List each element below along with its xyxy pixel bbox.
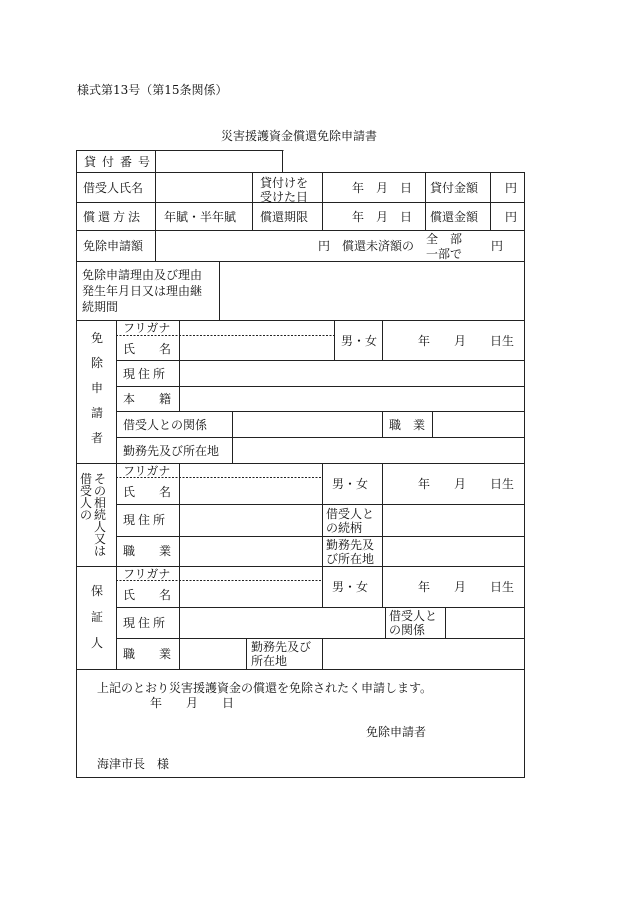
applicant-furigana-label: フリガナ [123,321,171,335]
guarantor-name-label: 氏 名 [123,588,172,602]
guarantor-side-2: 証 [91,610,104,624]
applicant-workplace-label: 勤務先及び所在地 [123,444,220,458]
footer-date: 年 月 日 [150,696,235,710]
loan-amount-yen: 円 [505,181,518,195]
loan-number-label: 貸付番号 [84,155,157,169]
applicant-domicile-label: 本 籍 [123,392,172,406]
applicant-name-label: 氏 名 [123,342,172,356]
repay-amount-yen: 円 [505,210,518,224]
applicant-side-1: 免 [91,331,104,345]
applicant-side-5: 者 [91,431,104,445]
footer-addressee: 海津市長 様 [97,757,170,771]
reason-label-1: 免除申請理由及び理由 [82,268,203,282]
heir-side-col-1: 借受人の [80,472,93,522]
applicant-birth: 年 月 日生 [418,334,515,348]
received-date-label-1: 貸付けを [260,176,309,190]
guarantor-side-3: 人 [91,636,104,650]
applicant-side-4: 請 [91,406,104,420]
repay-amount-label: 償還金額 [430,210,479,224]
applicant-gender: 男・女 [341,334,378,348]
heir-relation-label-1: 借受人と [326,507,375,521]
repay-deadline-label: 償還期限 [260,210,309,224]
heir-side-col-2: その相続人又は [94,472,107,558]
guarantor-address-label: 現住所 [123,616,169,630]
reason-label-2: 発生年月日又は理由継 [82,284,203,298]
applicant-job-label: 職 業 [389,418,426,432]
heir-birth: 年 月 日生 [418,477,515,491]
received-date-ymd: 年 月 日 [352,181,413,195]
heir-address-label: 現住所 [123,513,169,527]
loan-amount-label: 貸付金額 [430,181,479,195]
heir-workplace-label-2: び所在地 [326,552,375,566]
applicant-address-label: 現住所 [123,367,169,381]
applicant-relation-label: 借受人との関係 [123,418,208,432]
received-date-label-2: 受けた日 [260,190,309,204]
form-number: 様式第13号（第15条関係） [77,83,228,97]
heir-name-label: 氏 名 [123,485,172,499]
heir-job-label: 職 業 [123,544,172,558]
heir-furigana-label: フリガナ [123,464,171,478]
guarantor-relation-label-2: の関係 [389,623,426,637]
footer-statement: 上記のとおり災害援護資金の償還を免除されたく申請します。 [97,681,433,695]
form-title: 災害援護資金償還免除申請書 [221,129,378,143]
heir-workplace-label-1: 勤務先及 [326,538,375,552]
repay-method-label: 償還方法 [83,210,144,224]
repay-method-value: 年賦・半年賦 [164,210,237,224]
reason-label-3: 続期間 [82,300,119,314]
part-label: 一部で [426,247,463,261]
footer-applicant: 免除申請者 [366,725,427,739]
repay-deadline-ymd: 年 月 日 [352,210,413,224]
heir-gender: 男・女 [332,477,369,491]
all-label: 全 部 [426,232,463,246]
guarantor-gender: 男・女 [332,580,369,594]
guarantor-furigana-label: フリガナ [123,567,171,581]
guarantor-birth: 年 月 日生 [418,580,515,594]
unpaid-label: 償還未済額の [342,239,415,253]
applicant-side-2: 除 [91,356,104,370]
applicant-side-3: 申 [91,381,104,395]
guarantor-job-label: 職 業 [123,647,172,661]
borrower-name-label: 借受人氏名 [83,181,144,195]
exemption-amount-label: 免除申請額 [83,239,144,253]
guarantor-side-1: 保 [91,584,104,598]
unpaid-yen: 円 [491,239,504,253]
guarantor-workplace-label-1: 勤務先及び [251,640,312,654]
exemption-amount-yen: 円 [318,239,331,253]
guarantor-workplace-label-2: 所在地 [251,654,288,668]
heir-relation-label-2: の続柄 [326,521,363,535]
guarantor-relation-label-1: 借受人と [389,609,438,623]
